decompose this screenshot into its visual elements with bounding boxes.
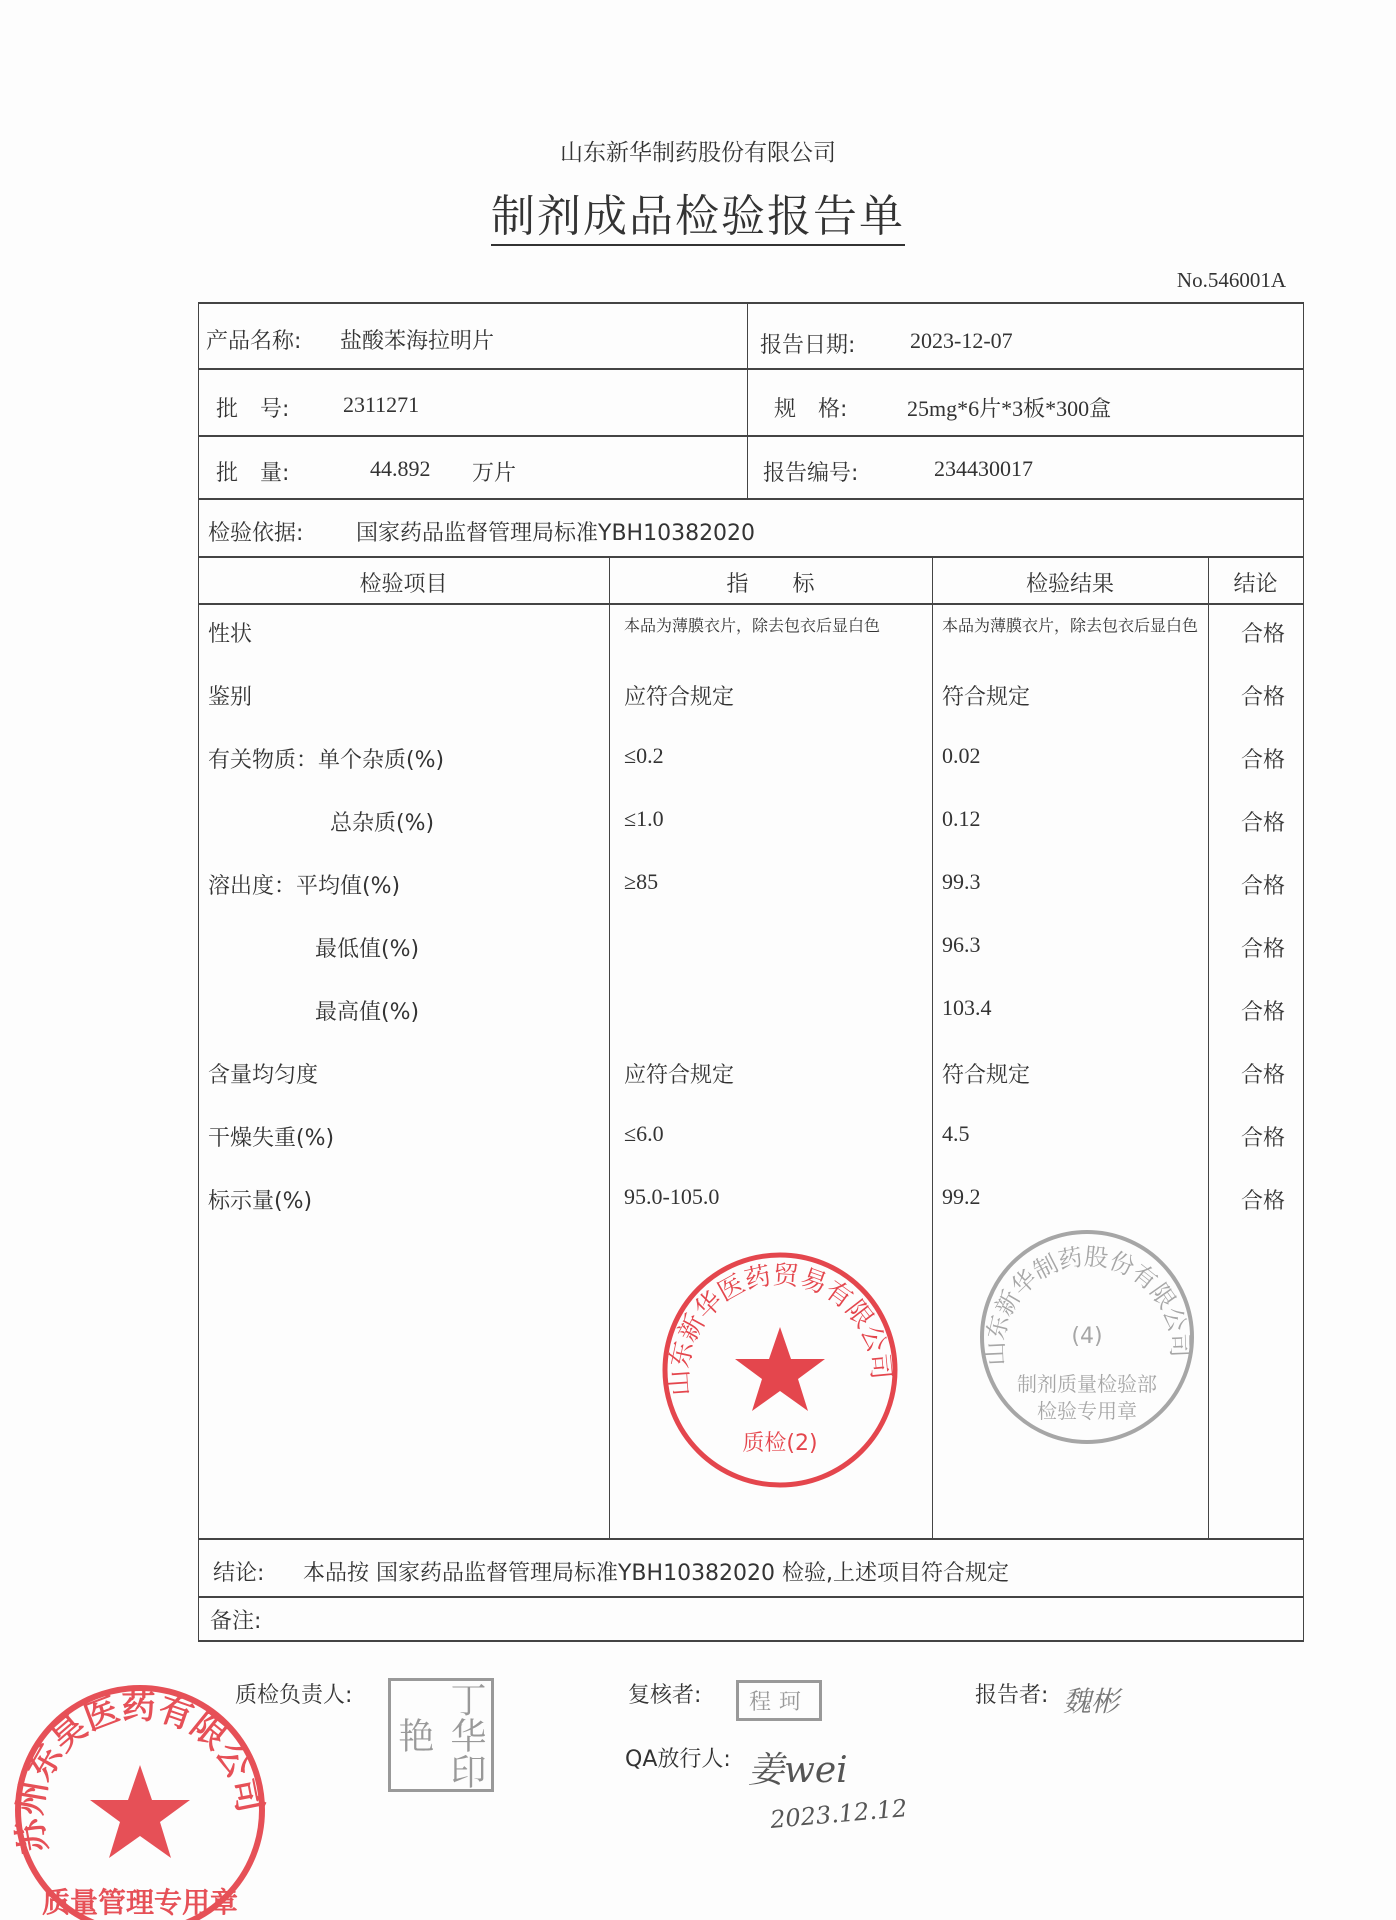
row-result: 99.3 bbox=[942, 869, 981, 894]
table-line bbox=[198, 435, 1304, 437]
quantity: 44.892 bbox=[370, 456, 431, 481]
row-result: 99.2 bbox=[942, 1184, 981, 1209]
table-line bbox=[198, 302, 1304, 304]
row-item: 性状 bbox=[208, 622, 253, 647]
row-conclusion: 合格 bbox=[1241, 622, 1286, 647]
red-quality-stamp-center bbox=[655, 1245, 905, 1495]
report-date-label: 报告日期: bbox=[760, 333, 856, 358]
table-line bbox=[198, 1538, 1304, 1540]
row-result: 符合规定 bbox=[942, 684, 1031, 709]
qa-release-label: QA放行人: bbox=[625, 1747, 731, 1772]
row-result: 0.02 bbox=[942, 743, 981, 768]
row-standard: 应符合规定 bbox=[624, 1062, 735, 1087]
reporter-label: 报告者: bbox=[975, 1683, 1049, 1708]
row-conclusion: 合格 bbox=[1241, 937, 1286, 962]
col-header-item: 检验项目 bbox=[359, 572, 448, 597]
table-line bbox=[198, 498, 1304, 500]
gray-inspection-stamp bbox=[975, 1225, 1200, 1450]
row-item: 干燥失重(%) bbox=[208, 1126, 335, 1151]
table-line bbox=[932, 556, 933, 1538]
row-item: 最高值(%) bbox=[315, 1000, 420, 1025]
reviewer-seal: 程珂 bbox=[736, 1680, 822, 1721]
reporter-signature: 魏彬 bbox=[1063, 1685, 1120, 1718]
red-quality-stamp-left bbox=[10, 1680, 270, 1920]
spec: 25mg*6片*3板*300盒 bbox=[907, 396, 1112, 421]
basis-label: 检验依据: bbox=[208, 521, 304, 546]
spec-label: 规 格: bbox=[774, 397, 848, 422]
svg-text:山东新华医药贸易有限公司: 山东新华医药贸易有限公司 bbox=[664, 1260, 896, 1397]
row-result: 符合规定 bbox=[942, 1062, 1031, 1087]
row-conclusion: 合格 bbox=[1241, 1126, 1286, 1151]
report-number-label: 报告编号: bbox=[763, 461, 859, 486]
table-line bbox=[198, 368, 1304, 370]
svg-text:质检(2): 质检(2) bbox=[742, 1431, 818, 1456]
conclusion-label: 结论: bbox=[213, 1561, 265, 1586]
quantity-unit: 万片 bbox=[472, 461, 517, 486]
svg-text:山东新华制药股份有限公司: 山东新华制药股份有限公司 bbox=[981, 1242, 1194, 1367]
row-conclusion: 合格 bbox=[1241, 685, 1286, 710]
row-result: 96.3 bbox=[942, 932, 981, 957]
table-line bbox=[198, 603, 1304, 605]
row-standard: 应符合规定 bbox=[624, 684, 735, 709]
reviewer-label: 复核者: bbox=[628, 1683, 702, 1708]
product-name-label: 产品名称: bbox=[206, 329, 302, 354]
row-standard: ≤6.0 bbox=[624, 1121, 664, 1146]
table-line bbox=[609, 556, 610, 1538]
document-number: No.546001A bbox=[1176, 268, 1286, 292]
svg-text:苏州东昊医药有限公司: 苏州东昊医药有限公司 bbox=[10, 1687, 270, 1857]
row-item: 鉴别 bbox=[208, 685, 253, 710]
qc-head-label: 质检负责人: bbox=[235, 1683, 353, 1708]
svg-text:质量管理专用章: 质量管理专用章 bbox=[41, 1886, 239, 1919]
report-title bbox=[0, 180, 1396, 244]
table-line bbox=[1208, 556, 1209, 1538]
row-standard: 95.0-105.0 bbox=[624, 1184, 720, 1209]
company-name: 山东新华制药股份有限公司 bbox=[560, 140, 836, 166]
row-conclusion: 合格 bbox=[1241, 811, 1286, 836]
row-standard: 本品为薄膜衣片，除去包衣后显白色 bbox=[624, 616, 881, 635]
report-title-text: 制剂成品检验报告单 bbox=[491, 191, 905, 246]
svg-text:检验专用章: 检验专用章 bbox=[1037, 1399, 1137, 1423]
row-standard: ≤1.0 bbox=[624, 806, 664, 831]
row-item: 标示量(%) bbox=[208, 1189, 313, 1214]
batch-label: 批 号: bbox=[216, 397, 290, 422]
col-header-conclusion: 结论 bbox=[1233, 572, 1278, 597]
row-conclusion: 合格 bbox=[1241, 1189, 1286, 1214]
inspection-basis: 国家药品监督管理局标准YBH10382020 bbox=[356, 521, 756, 546]
qc-head-seal: 丁华印艳 bbox=[388, 1678, 494, 1792]
svg-text:(4): (4) bbox=[1071, 1324, 1103, 1349]
row-result: 0.12 bbox=[942, 806, 981, 831]
svg-text:制剂质量检验部: 制剂质量检验部 bbox=[1017, 1372, 1157, 1396]
row-result: 4.5 bbox=[942, 1121, 970, 1146]
report-date: 2023-12-07 bbox=[910, 328, 1013, 353]
qa-release-date: 2023.12.12 bbox=[769, 1794, 909, 1834]
row-standard: ≥85 bbox=[624, 869, 659, 894]
conclusion-text: 本品按 国家药品监督管理局标准YBH10382020 检验,上述项目符合规定 bbox=[303, 1561, 1010, 1586]
col-header-result: 检验结果 bbox=[1025, 572, 1114, 597]
row-item: 含量均匀度 bbox=[208, 1063, 319, 1088]
table-line bbox=[198, 302, 199, 1640]
table-line bbox=[198, 1596, 1304, 1598]
report-number: 234430017 bbox=[934, 456, 1033, 481]
batch-number: 2311271 bbox=[343, 392, 420, 417]
row-item: 溶出度：平均值(%) bbox=[208, 874, 401, 899]
product-name: 盐酸苯海拉明片 bbox=[340, 329, 495, 354]
row-result: 本品为薄膜衣片，除去包衣后显白色 bbox=[942, 616, 1199, 635]
notes-label: 备注: bbox=[210, 1609, 262, 1634]
quantity-label: 批 量: bbox=[216, 461, 290, 486]
row-conclusion: 合格 bbox=[1241, 874, 1286, 899]
row-item: 有关物质：单个杂质(%) bbox=[208, 748, 445, 773]
table-line bbox=[198, 1640, 1304, 1642]
row-conclusion: 合格 bbox=[1241, 1000, 1286, 1025]
row-conclusion: 合格 bbox=[1241, 1063, 1286, 1088]
table-line bbox=[747, 302, 748, 498]
row-conclusion: 合格 bbox=[1241, 748, 1286, 773]
row-standard: ≤0.2 bbox=[624, 743, 664, 768]
col-header-standard: 指 标 bbox=[726, 572, 815, 597]
qa-signature: 姜wei bbox=[748, 1750, 848, 1791]
row-item: 总杂质(%) bbox=[330, 811, 435, 836]
row-item: 最低值(%) bbox=[315, 937, 420, 962]
table-line bbox=[198, 556, 1304, 558]
row-result: 103.4 bbox=[942, 995, 992, 1020]
table-line bbox=[1303, 302, 1304, 1640]
